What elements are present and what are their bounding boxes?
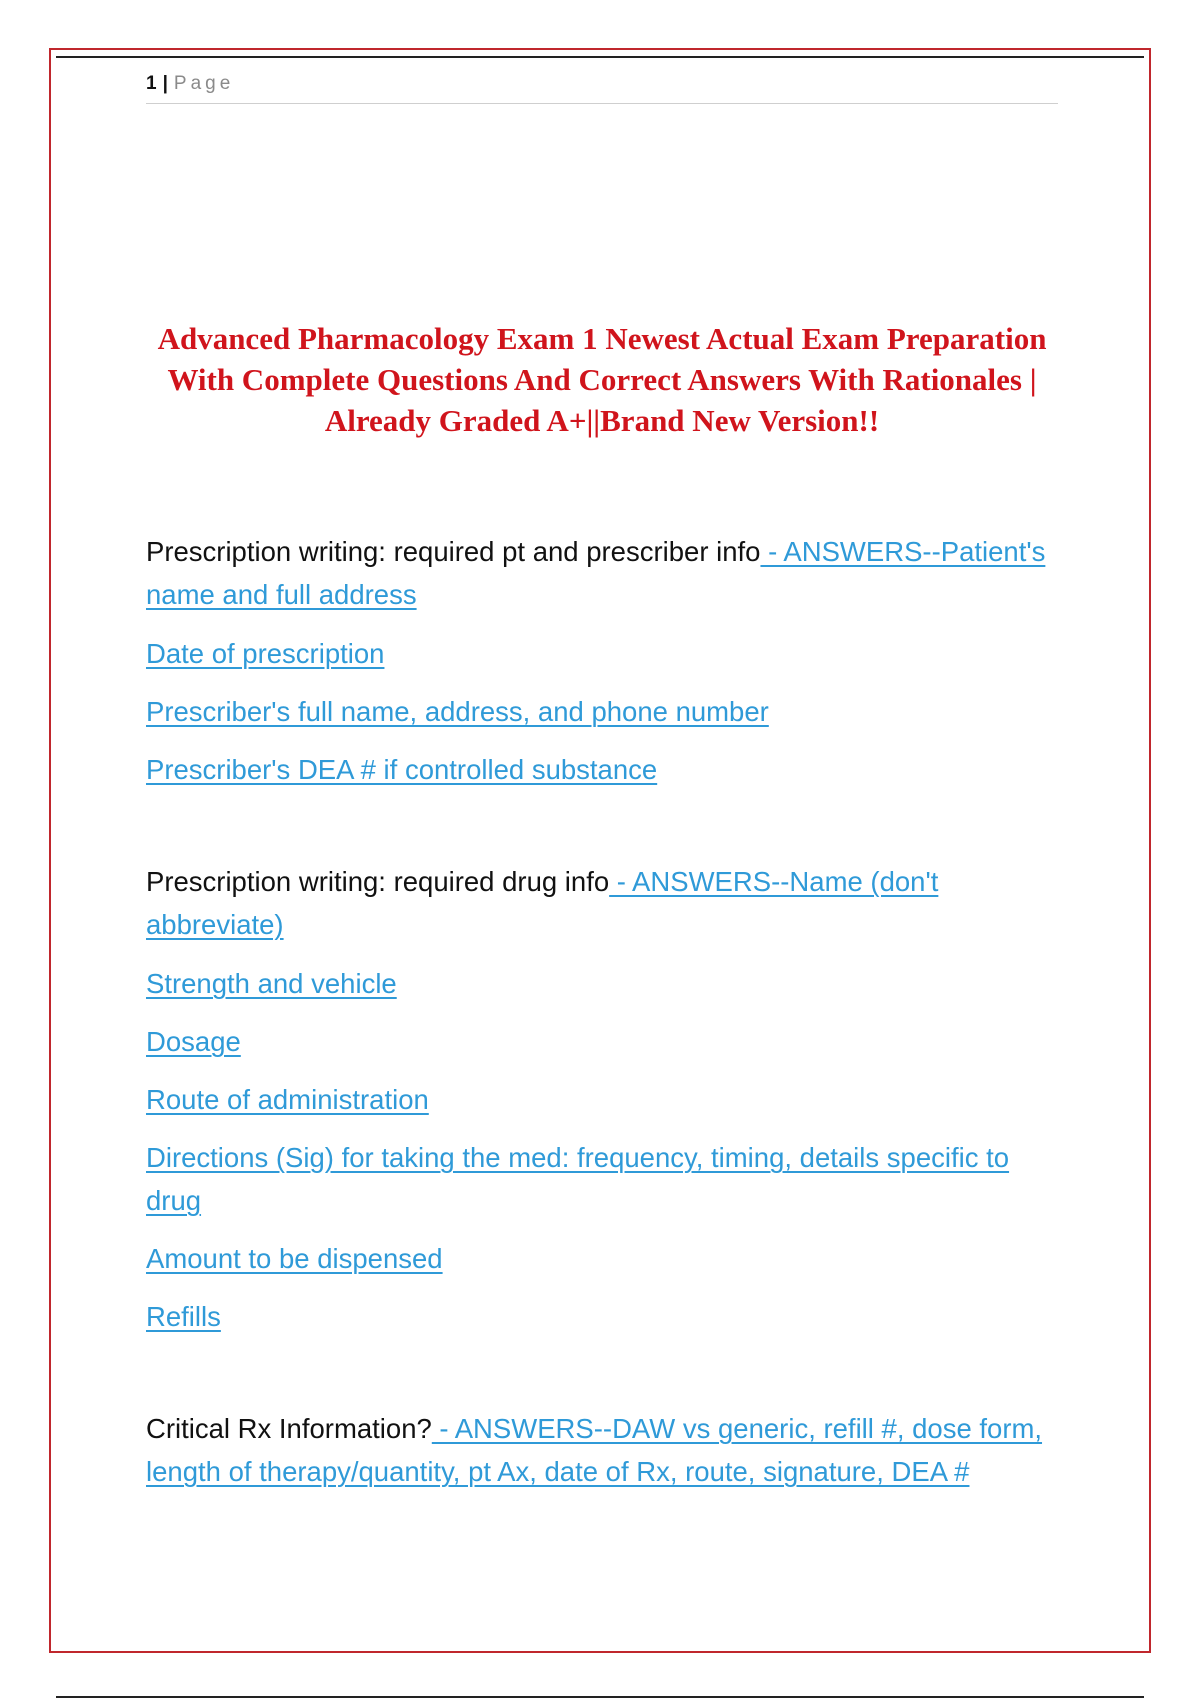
answer-text: Strength and vehicle [146, 968, 397, 999]
answer-line [146, 1020, 1058, 1063]
answer-line [146, 1295, 1058, 1338]
document-title: Advanced Pharmacology Exam 1 Newest Actual Exam Preparation With Complete Questions And Correct Answers With Rationales | Already Graded A+||Brand New Version!! [157, 321, 1047, 438]
page-number: 1 [146, 73, 157, 94]
page-label: Page [173, 73, 235, 94]
answer-text: Directions (Sig) for taking the med: frequency, timing, details specific to drug [146, 1142, 1010, 1216]
answer-line [146, 962, 1058, 1005]
qa-question-paragraph [146, 1407, 1058, 1493]
qa-block-1 [146, 530, 1058, 791]
answer-text: Prescriber's DEA # if controlled substance [146, 754, 658, 785]
question-text: Critical Rx Information? [146, 1413, 432, 1444]
qa-block-2 [146, 860, 1058, 1338]
answer-line [146, 1136, 1058, 1222]
spacer [146, 1353, 1058, 1407]
answer-text: Route of administration [146, 1084, 429, 1115]
qa-content [146, 530, 1058, 1509]
answer-text: Dosage [146, 1026, 241, 1057]
answer-line [146, 1237, 1058, 1280]
answer-text: - ANSWERS--Patient's name and full address [146, 536, 1046, 610]
answer-text: - ANSWERS--Name (don't abbreviate) [146, 866, 939, 940]
answer-text: Date of prescription [146, 638, 385, 669]
answer-text: Amount to be dispensed [146, 1243, 443, 1274]
answer-text: Refills [146, 1301, 221, 1332]
answer-text: Prescriber's full name, address, and phone number [146, 696, 769, 727]
top-rule [56, 56, 1144, 58]
answer-line [146, 690, 1058, 733]
header-separator: | [162, 73, 168, 94]
page-header [146, 72, 1058, 104]
qa-question-paragraph [146, 860, 1058, 946]
answer-line [146, 748, 1058, 791]
question-text: Prescription writing: required drug info [146, 866, 610, 897]
question-text: Prescription writing: required pt and prescriber info [146, 536, 761, 567]
answer-text: - ANSWERS--DAW vs generic, refill #, dose form, length of therapy/quantity, pt Ax, date of Rx, route, signature, DEA # [146, 1413, 1043, 1487]
answer-line [146, 632, 1058, 675]
spacer [146, 806, 1058, 860]
answer-line [146, 1078, 1058, 1121]
bottom-rule [56, 1696, 1144, 1698]
qa-question-paragraph [146, 530, 1058, 616]
qa-block-3 [146, 1407, 1058, 1493]
